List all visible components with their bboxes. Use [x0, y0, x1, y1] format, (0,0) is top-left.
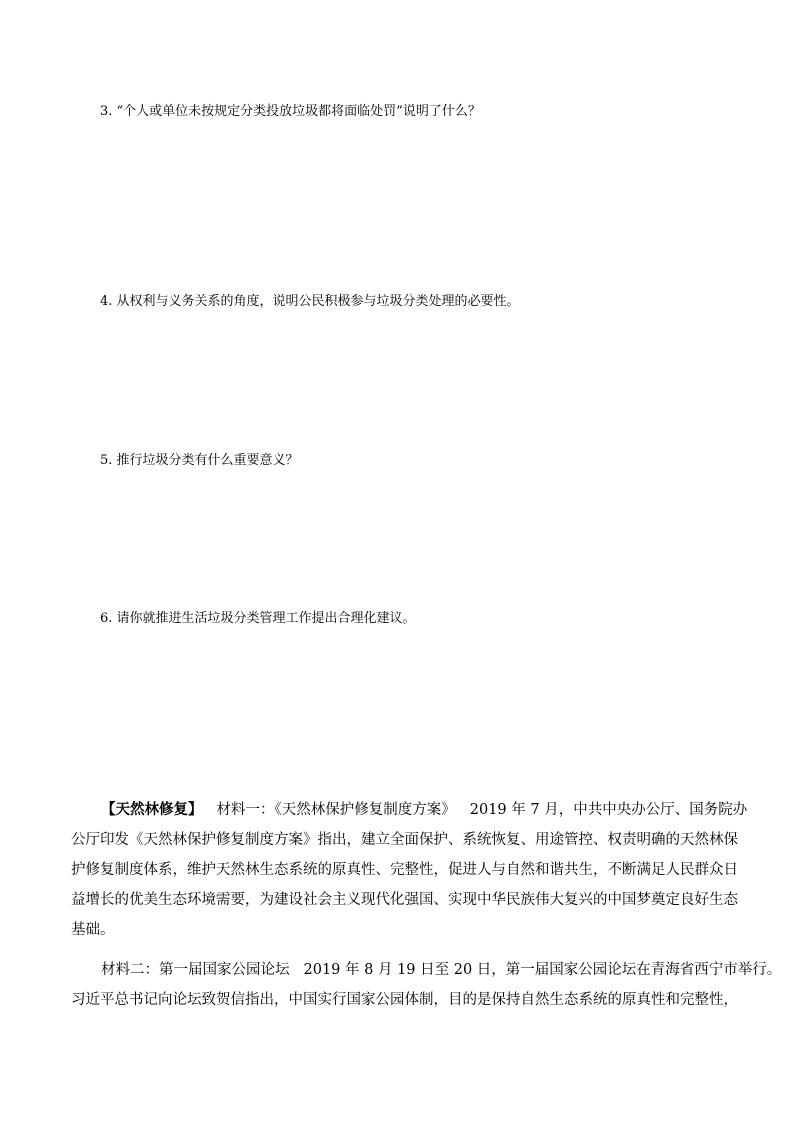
- material-two-line-0: 2019 年 8 月 19 日至 20 日，第一届国家公园论坛在青海省西宁市举行。: [303, 962, 782, 978]
- material-two-title: 材料二：第一届国家公园论坛: [101, 962, 290, 978]
- material-one-first-line: [71, 795, 748, 825]
- material-two-line-1: 习近平总书记向论坛致贺信指出，中国实行国家公园体制，目的是保持自然生态系统的原真性和完整性，: [71, 992, 738, 1008]
- question-4: 4. 从权利与义务关系的角度，说明公民积极参与垃圾分类处理的必要性。: [100, 294, 520, 309]
- material-one-title: 材料一：《天然林保护修复制度方案》: [216, 802, 456, 818]
- question-5: 5. 推行垃圾分类有什么重要意义？: [100, 453, 299, 468]
- material-one-line-2: 护修复制度体系，维护天然林生态系统的原真性、完整性，促进人与自然和谐共生，不断满足人民群众日: [71, 862, 738, 878]
- question-3: 3. “个人或单位未按规定分类投放垃圾都将面临处罚”说明了什么？: [100, 104, 481, 119]
- material-two-first-line: [71, 955, 782, 985]
- material-natural-forest: [71, 795, 748, 945]
- section-heading: 【天然林修复】: [101, 801, 203, 818]
- material-one-line-4: 基础。: [71, 922, 115, 938]
- question-6: 6. 请你就推进生活垃圾分类管理工作提出合理化建议。: [100, 611, 416, 626]
- material-national-park: [71, 955, 782, 1015]
- material-one-line-1: 公厅印发《天然林保护修复制度方案》指出，建立全面保护、系统恢复、用途管控、权责明确的天然林保: [71, 832, 738, 848]
- material-one-line-0: 2019 年 7 月，中共中央办公厅、国务院办: [469, 802, 748, 818]
- material-one-line-3: 益增长的优美生态环境需要，为建设社会主义现代化强国、实现中华民族伟大复兴的中国梦奠定良好生态: [71, 892, 738, 908]
